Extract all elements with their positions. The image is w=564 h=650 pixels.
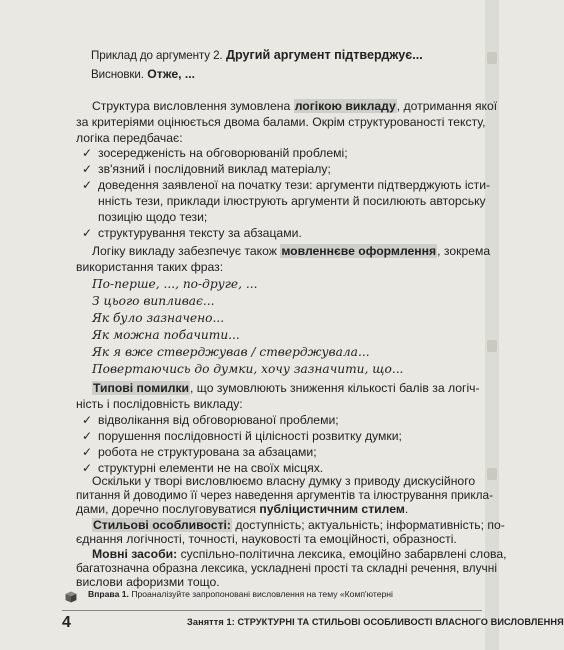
para3-line2: ність і послідовність викладу: — [76, 397, 243, 411]
phrase: Як було зазначено... — [92, 311, 225, 325]
para5-line1: Стильові особливості: доступність; актуальність; інформативність; по- — [93, 518, 505, 532]
phrase: Як я вже стверджував / стверджувала... — [92, 345, 370, 359]
phrase: З цього випливає... — [92, 294, 215, 308]
list2-item: структурні елементи не на своїх місцях. — [98, 461, 324, 475]
cube-icon — [64, 590, 78, 604]
list1-item: структурування тексту за абзацами. — [98, 226, 302, 240]
list1-item-cont: позицію щодо тези; — [98, 210, 208, 224]
check-icon: ✓ — [82, 146, 93, 160]
check-icon: ✓ — [82, 413, 93, 427]
footer-divider — [62, 610, 482, 611]
list1-item: зв'язний і послідовний виклад матеріалу; — [98, 162, 331, 176]
check-icon: ✓ — [82, 429, 93, 443]
para4-line3: дами, доречно послуговуватися публіцистичним стилем. — [76, 502, 409, 516]
phrase: Повертаючись до думки, хочу зазначити, що... — [92, 362, 404, 376]
header-line-1: Приклад до аргументу 2. Другий аргумент підтверджує... — [91, 48, 423, 62]
list2-item: відволікання від обговорюваної проблеми; — [98, 413, 339, 427]
para3-line1: Типові помилки, що зумовлюють зниження кількості балів за логіч- — [93, 381, 480, 395]
para6-line3: вислови афоризми тощо. — [76, 575, 220, 589]
header-line-2: Висновки. Отже, ... — [91, 67, 196, 81]
footer-chapter-title: Заняття 1: СТРУКТУРНІ ТА СТИЛЬОВІ ОСОБЛИВОСТІ ВЛАСНОГО ВИСЛОВЛЕННЯ — [187, 617, 564, 627]
edge-mark — [487, 468, 497, 480]
check-icon: ✓ — [82, 162, 93, 176]
para6-line2: багатозначна образна лексика, ускладнені прості та складні речення, влучні — [76, 561, 497, 575]
para4-line1: Оскільки у творі висловлюємо власну думку з приводу дискусійного — [92, 474, 476, 488]
check-icon: ✓ — [82, 178, 93, 192]
para2-line1: Логіку викладу забезпечує також мовленнєве оформлення, зокрема — [92, 244, 491, 258]
edge-mark — [487, 340, 497, 352]
list1-item: зосередженість на обговорюваній проблемі; — [98, 146, 348, 160]
check-icon: ✓ — [82, 461, 93, 475]
para4-line2: питання й доводимо її через наведення аргументів та ілюстрування прикла- — [76, 488, 494, 502]
list2-item: робота не структурована за абзацами; — [98, 445, 317, 459]
exercise-line: Вправа 1. Проаналізуйте запропоновані висловлення на тему «Комп'ютерні — [88, 589, 393, 599]
list1-item: доведення заявленої на початку тези: аргументи підтверджують істи- — [98, 178, 491, 192]
check-icon: ✓ — [82, 445, 93, 459]
edge-mark — [487, 52, 497, 64]
list1-item-cont: нність тези, приклади ілюструють аргументи й посилюють авторську — [98, 194, 486, 208]
para1-line3: логіка передбачає: — [76, 131, 183, 145]
para2-line2: використання таких фраз: — [76, 260, 224, 274]
para1-line2: за критеріями оцінюється двома балами. Окрім структурованості тексту, — [76, 115, 486, 129]
para5-line2: єднання логічності, точності, науковості та емоційності, образності. — [76, 532, 457, 546]
check-icon: ✓ — [82, 226, 93, 240]
phrase: Як можна побачити... — [92, 328, 240, 342]
page-number: 4 — [62, 614, 71, 631]
para6-line1: Мовні засоби: суспільно-політична лексика, емоційно забарвлені слова, — [92, 547, 507, 561]
phrase: По-перше, ..., по-друге, ... — [92, 277, 258, 291]
list2-item: порушення послідовності й цілісності розвитку думки; — [98, 429, 402, 443]
para1-line1: Структура висловлення зумовлена логікою викладу, дотримання якої — [92, 99, 498, 113]
